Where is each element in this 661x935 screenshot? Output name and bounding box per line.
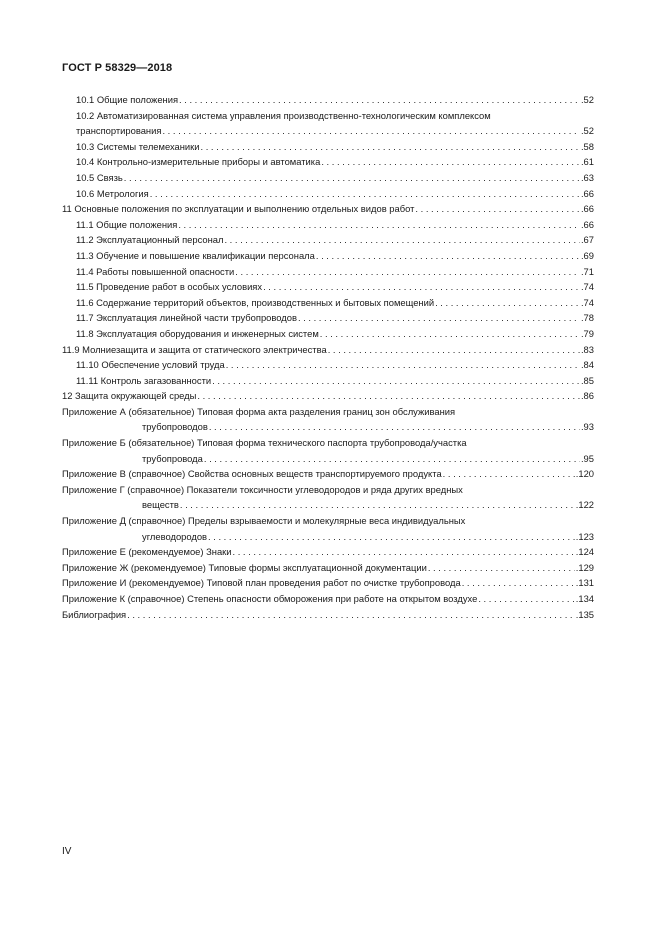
toc-page-number: .83	[580, 343, 594, 355]
page-number: IV	[62, 846, 72, 857]
toc-entry[interactable]	[62, 357, 594, 373]
toc-entry-title: Приложение Г (справочное) Показатели токсичности углеводородов и ряда других вредных	[62, 483, 463, 495]
toc-entry-title: 11.9 Молниезащита и защита от статического электричества	[62, 343, 327, 355]
toc-entry-title: 11.6 Содержание территорий объектов, производственных и бытовых помещений	[76, 296, 435, 308]
toc-page-number: .135	[575, 608, 594, 620]
toc-entry[interactable]	[62, 139, 594, 155]
toc-entry[interactable]	[62, 560, 594, 576]
toc-page-number: .124	[575, 546, 594, 558]
toc-page-number: .120	[575, 468, 594, 480]
toc-page-number: .129	[575, 561, 594, 573]
toc-entry-title: 10.5 Связь	[76, 171, 123, 183]
dot-leader	[124, 170, 580, 186]
dot-leader	[201, 139, 580, 155]
dot-leader	[428, 560, 575, 576]
dot-leader	[208, 529, 575, 545]
toc-entry-title: 11.5 Проведение работ в особых условиях	[76, 281, 263, 293]
toc-page-number: .122	[575, 499, 594, 511]
toc-entry[interactable]	[62, 404, 594, 435]
toc-page-number: .78	[580, 312, 594, 324]
toc-entry-title: 10.4 Контрольно-измерительные приборы и автоматика	[76, 156, 321, 168]
toc-entry-title: 11.3 Обучение и повышение квалификации персонала	[76, 249, 315, 261]
toc-page-number: .61	[580, 156, 594, 168]
toc-entry[interactable]	[62, 201, 594, 217]
toc-page-number: .67	[580, 234, 594, 246]
toc-page-number: .66	[580, 187, 594, 199]
toc-page-number: .123	[575, 530, 594, 542]
toc-page-number: .63	[580, 171, 594, 183]
toc-entry-title: 11.8 Эксплуатация оборудования и инженерных систем	[76, 327, 319, 339]
dot-leader	[235, 264, 580, 280]
toc-entry[interactable]	[62, 186, 594, 202]
toc-entry[interactable]	[62, 248, 594, 264]
dot-leader	[127, 607, 575, 623]
toc-entry-title-continuation: углеводородов	[142, 530, 208, 542]
toc-entry[interactable]	[62, 295, 594, 311]
toc-entry[interactable]	[62, 310, 594, 326]
dot-leader	[328, 342, 580, 358]
toc-page-number: .74	[580, 296, 594, 308]
dot-leader	[180, 497, 575, 513]
toc-entry[interactable]	[62, 264, 594, 280]
toc-page-number: .93	[580, 421, 594, 433]
toc-entry[interactable]	[62, 544, 594, 560]
toc-page-number: .71	[580, 265, 594, 277]
toc-entry[interactable]	[62, 108, 594, 139]
dot-leader	[179, 92, 580, 108]
toc-entry-title: Приложение В (справочное) Свойства основных веществ транспортируемого продукта	[62, 468, 442, 480]
toc-page-number: .66	[580, 203, 594, 215]
dot-leader	[298, 310, 580, 326]
toc-entry[interactable]	[62, 435, 594, 466]
toc-page-number: .52	[580, 125, 594, 137]
toc-entry[interactable]	[62, 466, 594, 482]
document-id-header: ГОСТ Р 58329—2018	[62, 62, 173, 74]
toc-entry-title-continuation: веществ	[142, 499, 179, 511]
toc-page-number: .85	[580, 374, 594, 386]
dot-leader	[233, 544, 575, 560]
toc-page-number: .95	[580, 452, 594, 464]
toc-entry[interactable]	[62, 607, 594, 623]
toc-entry[interactable]	[62, 513, 594, 544]
toc-entry-title: Приложение Д (справочное) Пределы взрываемости и молекулярные веса индивидуальных	[62, 515, 466, 527]
toc-entry-title: 10.3 Системы телемеханики	[76, 140, 200, 152]
toc-entry-title: 11.4 Работы повышенной опасности	[76, 265, 235, 277]
toc-page-number: .79	[580, 327, 594, 339]
toc-entry[interactable]	[62, 373, 594, 389]
toc-entry[interactable]	[62, 170, 594, 186]
toc-entry-title: 11.1 Общие положения	[76, 218, 178, 230]
dot-leader	[320, 326, 580, 342]
toc-entry-title: 10.2 Автоматизированная система управления производственно-технологическим комплексом	[76, 109, 491, 121]
toc-page-number: .69	[580, 249, 594, 261]
dot-leader	[226, 357, 580, 373]
toc-entry-title: Приложение Ж (рекомендуемое) Типовые формы эксплуатационной документации	[62, 561, 427, 573]
dot-leader	[178, 217, 580, 233]
toc-page-number: .131	[575, 577, 594, 589]
dot-leader	[224, 232, 579, 248]
dot-leader	[478, 591, 574, 607]
dot-leader	[197, 388, 580, 404]
toc-entry-title: Приложение И (рекомендуемое) Типовой план проведения работ по очистке трубопровода	[62, 577, 461, 589]
toc-entry[interactable]	[62, 217, 594, 233]
toc-entry-title-continuation: транспортирования	[76, 125, 162, 137]
toc-entry[interactable]	[62, 575, 594, 591]
toc-entry-title: Библиография	[62, 608, 127, 620]
toc-entry-title-continuation: трубопровода	[142, 452, 203, 464]
toc-page-number: .74	[580, 281, 594, 293]
toc-entry-title: 11.2 Эксплуатационный персонал	[76, 234, 224, 246]
toc-entry-title: 10.1 Общие положения	[76, 94, 179, 105]
dot-leader	[212, 373, 580, 389]
toc-page-number: .84	[580, 359, 594, 371]
toc-page-number: .86	[580, 390, 594, 402]
toc-entry-title: Приложение Б (обязательное) Типовая форма технического паспорта трубопровода/участка	[62, 437, 467, 449]
dot-leader	[415, 201, 580, 217]
toc-entry-title: 10.6 Метрология	[76, 187, 149, 199]
dot-leader	[162, 123, 580, 139]
toc-entry-title-continuation: трубопроводов	[142, 421, 208, 433]
toc-entry-title: 11 Основные положения по эксплуатации и выполнению отдельных видов работ	[62, 203, 415, 215]
toc-entry[interactable]	[62, 154, 594, 170]
dot-leader	[443, 466, 575, 482]
toc-entry[interactable]	[62, 279, 594, 295]
toc-entry[interactable]	[62, 342, 594, 358]
toc-entry[interactable]	[62, 482, 594, 513]
toc-entry-title: Приложение К (справочное) Степень опасности обморожения при работе на открытом воздухе	[62, 593, 478, 604]
toc-entry-title: Приложение А (обязательное) Типовая форма акта разделения границ зон обслуживания	[62, 405, 456, 417]
dot-leader	[263, 279, 580, 295]
toc-entry[interactable]	[62, 388, 594, 404]
toc-page-number: .52	[580, 94, 594, 105]
dot-leader	[209, 419, 580, 435]
dot-leader	[435, 295, 580, 311]
dot-leader	[321, 154, 580, 170]
dot-leader	[150, 186, 580, 202]
toc-page-number: .58	[580, 140, 594, 152]
toc-entry-title: 11.7 Эксплуатация линейной части трубопроводов	[76, 312, 297, 324]
toc-entry[interactable]	[62, 232, 594, 248]
table-of-contents	[62, 92, 594, 622]
toc-entry-title: Приложение Е (рекомендуемое) Знаки	[62, 546, 232, 558]
toc-page-number: .66	[580, 218, 594, 230]
toc-entry[interactable]	[62, 92, 594, 108]
toc-entry-title: 11.11 Контроль загазованности	[76, 374, 212, 386]
toc-entry[interactable]	[62, 326, 594, 342]
toc-entry-title: 12 Защита окружающей среды	[62, 390, 197, 402]
toc-entry-title: 11.10 Обеспечение условий труда	[76, 359, 225, 371]
toc-page-number: .134	[575, 593, 594, 604]
dot-leader	[204, 451, 580, 467]
dot-leader	[316, 248, 580, 264]
toc-entry[interactable]	[62, 591, 594, 607]
dot-leader	[462, 575, 575, 591]
